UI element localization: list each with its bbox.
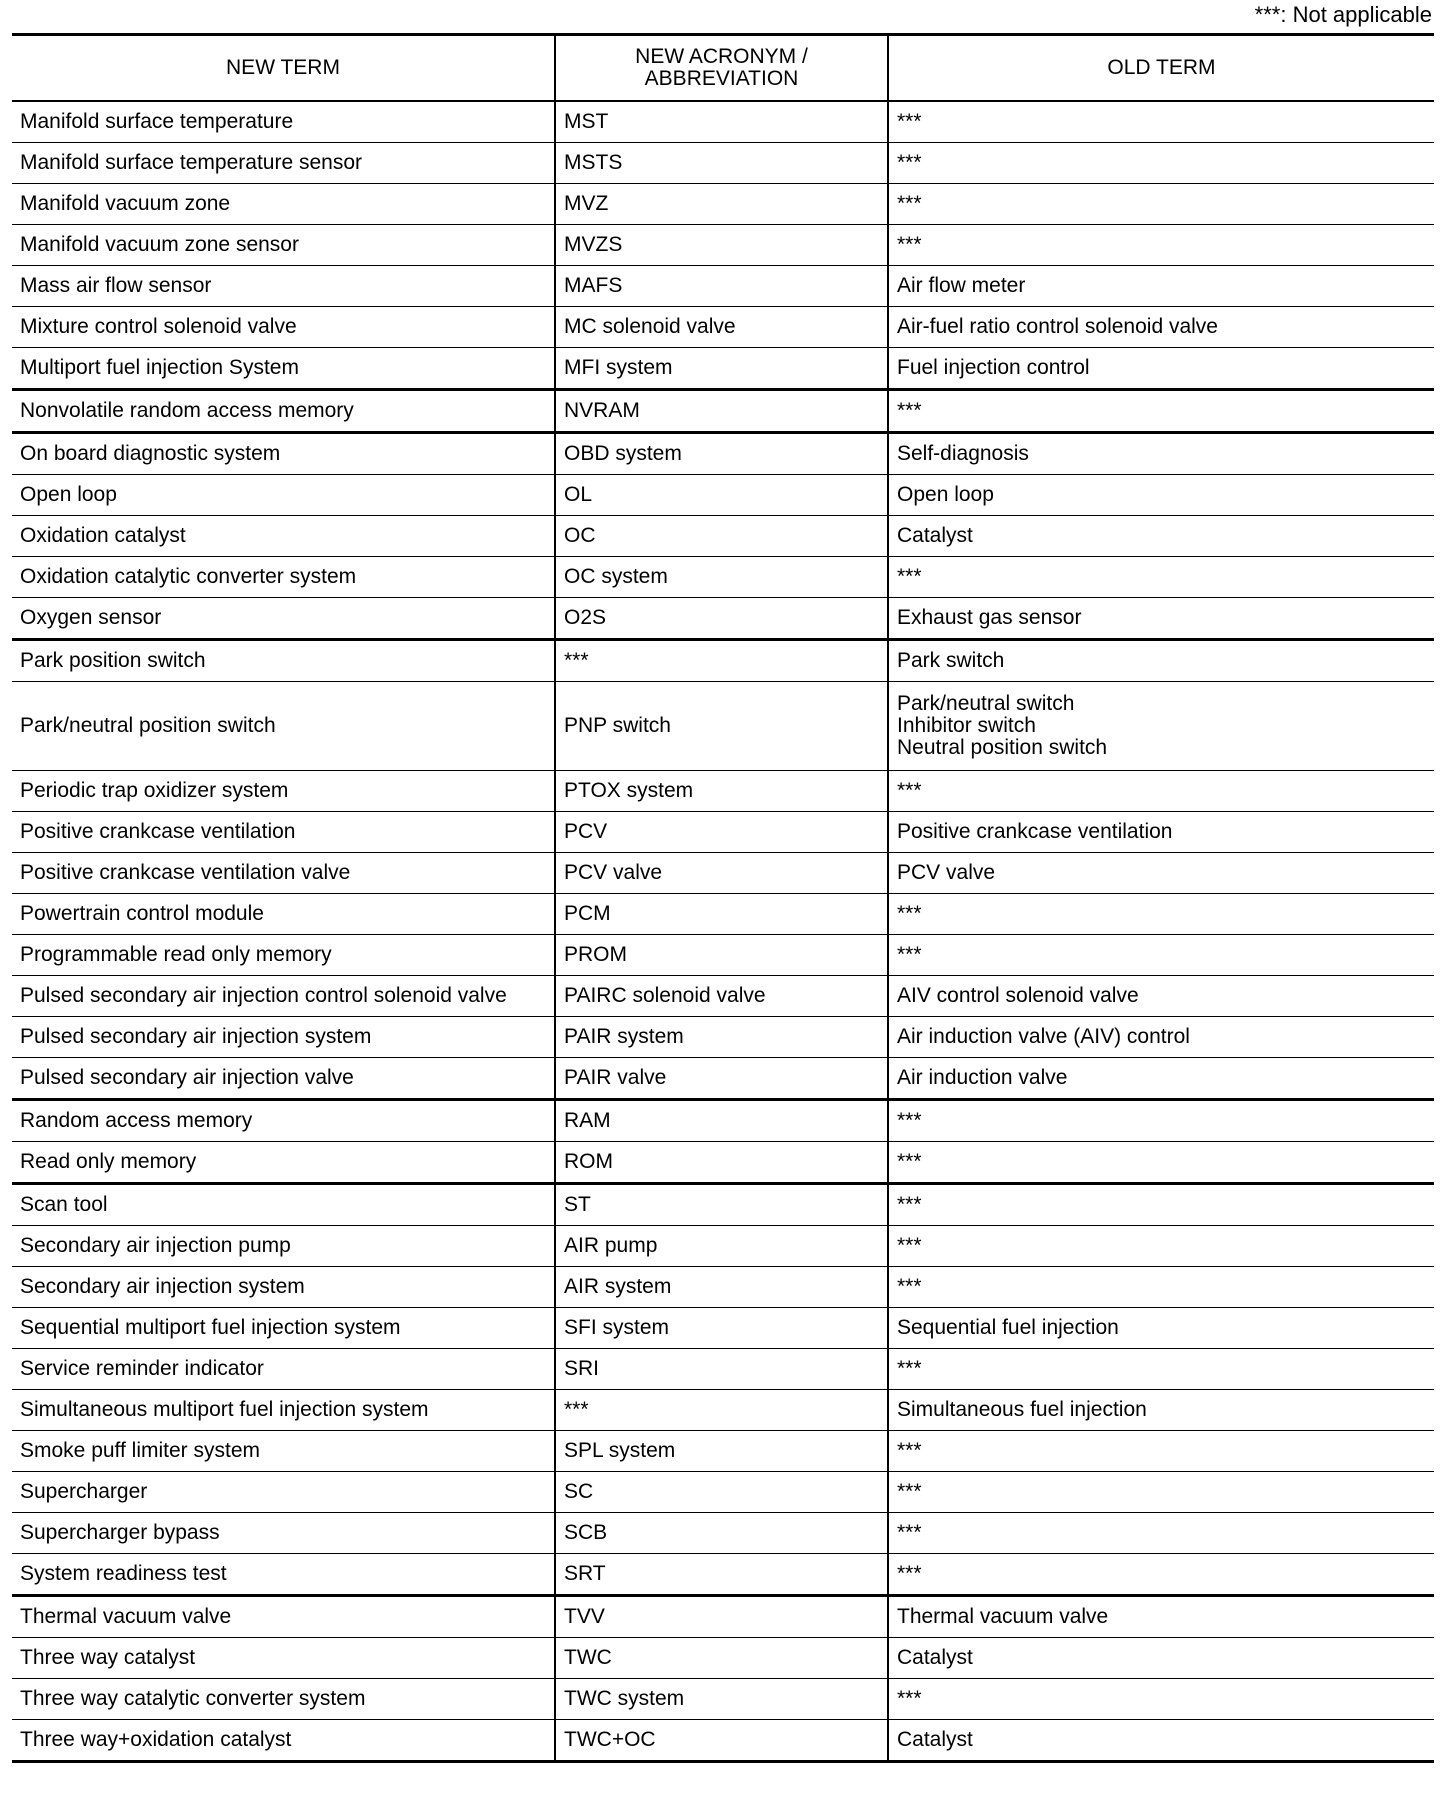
cell-new-term: Three way catalyst bbox=[12, 1638, 555, 1679]
cell-old-term: *** bbox=[888, 1679, 1434, 1720]
table-row bbox=[12, 475, 1434, 516]
table-row bbox=[12, 557, 1434, 598]
cell-new-acronym: O2S bbox=[555, 598, 888, 640]
cell-new-acronym: PAIRC solenoid valve bbox=[555, 976, 888, 1017]
header-new-acronym: NEW ACRONYM / ABBREVIATION bbox=[555, 35, 888, 102]
cell-old-term: *** bbox=[888, 894, 1434, 935]
cell-new-acronym: NVRAM bbox=[555, 390, 888, 433]
cell-new-term: Oxidation catalyst bbox=[12, 516, 555, 557]
cell-new-term: Random access memory bbox=[12, 1100, 555, 1142]
cell-new-acronym: *** bbox=[555, 640, 888, 682]
cell-new-acronym: MVZ bbox=[555, 184, 888, 225]
cell-old-term: Air induction valve bbox=[888, 1058, 1434, 1100]
table-row bbox=[12, 935, 1434, 976]
cell-new-term: Nonvolatile random access memory bbox=[12, 390, 555, 433]
table-row bbox=[12, 976, 1434, 1017]
cell-new-term: Mixture control solenoid valve bbox=[12, 307, 555, 348]
cell-new-term: Powertrain control module bbox=[12, 894, 555, 935]
cell-new-acronym: SFI system bbox=[555, 1308, 888, 1349]
cell-new-acronym: *** bbox=[555, 1390, 888, 1431]
cell-new-term: Secondary air injection pump bbox=[12, 1226, 555, 1267]
cell-old-term: Open loop bbox=[888, 475, 1434, 516]
cell-new-term: Park/neutral position switch bbox=[12, 682, 555, 771]
cell-new-term: Positive crankcase ventilation valve bbox=[12, 853, 555, 894]
cell-new-term: Sequential multiport fuel injection system bbox=[12, 1308, 555, 1349]
table-row bbox=[12, 1554, 1434, 1596]
cell-old-term: Air-fuel ratio control solenoid valve bbox=[888, 307, 1434, 348]
cell-old-term: *** bbox=[888, 1554, 1434, 1596]
cell-new-acronym: ST bbox=[555, 1184, 888, 1226]
cell-new-term: Smoke puff limiter system bbox=[12, 1431, 555, 1472]
cell-new-acronym: SPL system bbox=[555, 1431, 888, 1472]
cell-new-term: Mass air flow sensor bbox=[12, 266, 555, 307]
cell-new-term: Manifold vacuum zone bbox=[12, 184, 555, 225]
cell-old-term: Catalyst bbox=[888, 1638, 1434, 1679]
acronym-table bbox=[12, 33, 1434, 1763]
cell-new-acronym: OC bbox=[555, 516, 888, 557]
cell-new-acronym: SRI bbox=[555, 1349, 888, 1390]
table-row bbox=[12, 640, 1434, 682]
cell-new-term: Multiport fuel injection System bbox=[12, 348, 555, 390]
table-row bbox=[12, 682, 1434, 771]
table-row bbox=[12, 894, 1434, 935]
cell-old-term: *** bbox=[888, 1472, 1434, 1513]
table-row bbox=[12, 184, 1434, 225]
cell-new-acronym: MVZS bbox=[555, 225, 888, 266]
cell-new-acronym: AIR system bbox=[555, 1267, 888, 1308]
cell-old-term: Sequential fuel injection bbox=[888, 1308, 1434, 1349]
cell-old-term: Catalyst bbox=[888, 1720, 1434, 1762]
cell-new-term: Manifold surface temperature sensor bbox=[12, 143, 555, 184]
cell-new-acronym: MSTS bbox=[555, 143, 888, 184]
cell-new-acronym: PTOX system bbox=[555, 771, 888, 812]
table-row bbox=[12, 1431, 1434, 1472]
cell-old-term: Simultaneous fuel injection bbox=[888, 1390, 1434, 1431]
cell-old-term: *** bbox=[888, 935, 1434, 976]
table-header-row bbox=[12, 35, 1434, 102]
cell-new-acronym: PCV bbox=[555, 812, 888, 853]
cell-old-term: Air flow meter bbox=[888, 266, 1434, 307]
cell-old-term: Catalyst bbox=[888, 516, 1434, 557]
cell-new-acronym: MC solenoid valve bbox=[555, 307, 888, 348]
table-row bbox=[12, 1679, 1434, 1720]
cell-new-acronym: ROM bbox=[555, 1142, 888, 1184]
cell-new-acronym: RAM bbox=[555, 1100, 888, 1142]
cell-new-acronym: PCM bbox=[555, 894, 888, 935]
table-row bbox=[12, 598, 1434, 640]
table-row bbox=[12, 853, 1434, 894]
table-row bbox=[12, 516, 1434, 557]
table-row bbox=[12, 1184, 1434, 1226]
cell-old-term: Self-diagnosis bbox=[888, 433, 1434, 475]
cell-old-term: *** bbox=[888, 184, 1434, 225]
table-row bbox=[12, 101, 1434, 143]
cell-old-term: Exhaust gas sensor bbox=[888, 598, 1434, 640]
cell-new-term: Manifold surface temperature bbox=[12, 101, 555, 143]
table-row bbox=[12, 1349, 1434, 1390]
table-row bbox=[12, 1142, 1434, 1184]
header-new-term: NEW TERM bbox=[12, 35, 555, 102]
cell-new-term: Park position switch bbox=[12, 640, 555, 682]
cell-old-term: *** bbox=[888, 1513, 1434, 1554]
cell-new-term: Pulsed secondary air injection control solenoid valve bbox=[12, 976, 555, 1017]
header-old-term: OLD TERM bbox=[888, 35, 1434, 102]
cell-new-acronym: OL bbox=[555, 475, 888, 516]
cell-old-term: Park/neutral switch Inhibitor switch Neutral position switch bbox=[888, 682, 1434, 771]
table-row bbox=[12, 1100, 1434, 1142]
table-row bbox=[12, 1058, 1434, 1100]
cell-new-acronym: OC system bbox=[555, 557, 888, 598]
cell-new-term: Thermal vacuum valve bbox=[12, 1596, 555, 1638]
cell-old-term: *** bbox=[888, 1100, 1434, 1142]
cell-new-term: Open loop bbox=[12, 475, 555, 516]
table-row bbox=[12, 225, 1434, 266]
cell-new-term: On board diagnostic system bbox=[12, 433, 555, 475]
cell-new-term: Supercharger bbox=[12, 1472, 555, 1513]
cell-new-term: Manifold vacuum zone sensor bbox=[12, 225, 555, 266]
cell-new-term: Three way+oxidation catalyst bbox=[12, 1720, 555, 1762]
cell-new-acronym: SCB bbox=[555, 1513, 888, 1554]
cell-new-term: Periodic trap oxidizer system bbox=[12, 771, 555, 812]
cell-new-term: Read only memory bbox=[12, 1142, 555, 1184]
table-row bbox=[12, 812, 1434, 853]
cell-old-term: *** bbox=[888, 225, 1434, 266]
cell-old-term: Positive crankcase ventilation bbox=[888, 812, 1434, 853]
table-row bbox=[12, 1226, 1434, 1267]
cell-new-acronym: OBD system bbox=[555, 433, 888, 475]
table-row bbox=[12, 1017, 1434, 1058]
cell-new-acronym: MST bbox=[555, 101, 888, 143]
cell-new-acronym: TWC+OC bbox=[555, 1720, 888, 1762]
cell-new-term: System readiness test bbox=[12, 1554, 555, 1596]
cell-new-acronym: PCV valve bbox=[555, 853, 888, 894]
cell-new-acronym: TWC system bbox=[555, 1679, 888, 1720]
cell-new-acronym: PNP switch bbox=[555, 682, 888, 771]
cell-old-term: *** bbox=[888, 557, 1434, 598]
table-row bbox=[12, 1472, 1434, 1513]
table-row bbox=[12, 771, 1434, 812]
table-row bbox=[12, 1596, 1434, 1638]
cell-new-acronym: PROM bbox=[555, 935, 888, 976]
cell-new-acronym: TVV bbox=[555, 1596, 888, 1638]
table-row bbox=[12, 348, 1434, 390]
cell-new-term: Secondary air injection system bbox=[12, 1267, 555, 1308]
table-row bbox=[12, 1720, 1434, 1762]
table-row bbox=[12, 1513, 1434, 1554]
table-row bbox=[12, 1308, 1434, 1349]
table-row bbox=[12, 433, 1434, 475]
cell-new-acronym: MAFS bbox=[555, 266, 888, 307]
table-row bbox=[12, 1267, 1434, 1308]
table-row bbox=[12, 307, 1434, 348]
cell-new-term: Oxygen sensor bbox=[12, 598, 555, 640]
cell-old-term: PCV valve bbox=[888, 853, 1434, 894]
cell-old-term: Thermal vacuum valve bbox=[888, 1596, 1434, 1638]
cell-new-term: Service reminder indicator bbox=[12, 1349, 555, 1390]
table-row bbox=[12, 266, 1434, 307]
cell-old-term: Fuel injection control bbox=[888, 348, 1434, 390]
not-applicable-note: ***: Not applicable bbox=[1254, 2, 1432, 27]
cell-new-acronym: PAIR system bbox=[555, 1017, 888, 1058]
cell-old-term: *** bbox=[888, 771, 1434, 812]
cell-old-term: Air induction valve (AIV) control bbox=[888, 1017, 1434, 1058]
cell-new-term: Supercharger bypass bbox=[12, 1513, 555, 1554]
cell-new-term: Simultaneous multiport fuel injection system bbox=[12, 1390, 555, 1431]
cell-new-acronym: SC bbox=[555, 1472, 888, 1513]
table-row bbox=[12, 143, 1434, 184]
cell-new-term: Scan tool bbox=[12, 1184, 555, 1226]
cell-old-term: *** bbox=[888, 390, 1434, 433]
cell-new-acronym: PAIR valve bbox=[555, 1058, 888, 1100]
cell-new-acronym: SRT bbox=[555, 1554, 888, 1596]
table-row bbox=[12, 1390, 1434, 1431]
cell-old-term: *** bbox=[888, 143, 1434, 184]
cell-old-term: *** bbox=[888, 1142, 1434, 1184]
cell-new-term: Pulsed secondary air injection valve bbox=[12, 1058, 555, 1100]
cell-new-term: Positive crankcase ventilation bbox=[12, 812, 555, 853]
cell-old-term: Park switch bbox=[888, 640, 1434, 682]
table-row bbox=[12, 1638, 1434, 1679]
cell-new-term: Pulsed secondary air injection system bbox=[12, 1017, 555, 1058]
cell-new-acronym: MFI system bbox=[555, 348, 888, 390]
cell-old-term: AIV control solenoid valve bbox=[888, 976, 1434, 1017]
table-row bbox=[12, 390, 1434, 433]
cell-old-term: *** bbox=[888, 1431, 1434, 1472]
cell-new-acronym: TWC bbox=[555, 1638, 888, 1679]
cell-old-term: *** bbox=[888, 101, 1434, 143]
cell-old-term: *** bbox=[888, 1267, 1434, 1308]
cell-new-term: Oxidation catalytic converter system bbox=[12, 557, 555, 598]
cell-new-term: Programmable read only memory bbox=[12, 935, 555, 976]
cell-old-term: *** bbox=[888, 1184, 1434, 1226]
cell-new-term: Three way catalytic converter system bbox=[12, 1679, 555, 1720]
cell-old-term: *** bbox=[888, 1226, 1434, 1267]
cell-new-acronym: AIR pump bbox=[555, 1226, 888, 1267]
cell-old-term: *** bbox=[888, 1349, 1434, 1390]
